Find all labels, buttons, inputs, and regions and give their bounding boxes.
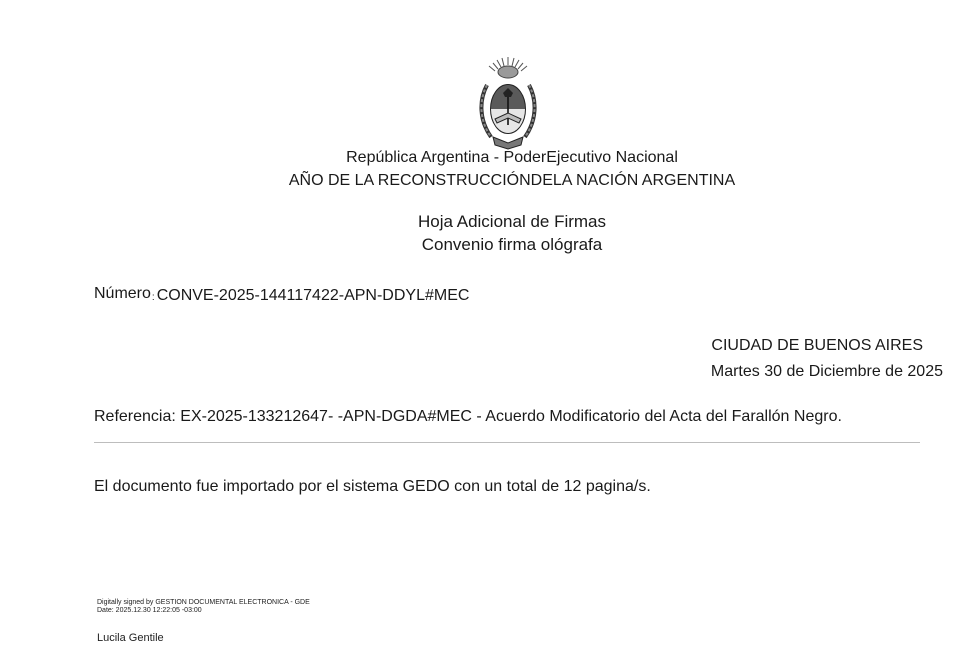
- numero-label: Número: [94, 285, 151, 302]
- document-number: [94, 284, 469, 308]
- header-year-motto: AÑO DE LA RECONSTRUCCIÓNDELA NACIÓN ARGENTINA: [288, 172, 736, 189]
- signer-name: Lucila Gentile: [97, 632, 164, 644]
- reference-line: Referencia: EX-2025-133212647- -APN-DGDA#MEC - Acuerdo Modificatorio del Acta del Farallón Negro.: [94, 408, 842, 425]
- document-title: Hoja Adicional de Firmas: [417, 212, 607, 231]
- numero-value: CONVE-2025-144117422-APN-DDYL#MEC: [156, 287, 470, 304]
- city: CIUDAD DE BUENOS AIRES: [711, 337, 923, 354]
- body-text: El documento fue importado por el sistema GEDO con un total de 12 pagina/s.: [94, 478, 651, 495]
- header-republic: República Argentina - PoderEjecutivo Nacional: [346, 149, 678, 166]
- document-date: Martes 30 de Diciembre de 2025: [710, 363, 943, 380]
- argentina-coat-of-arms-icon: [475, 55, 541, 151]
- divider: [94, 442, 920, 443]
- numero-colon: :: [151, 292, 155, 303]
- document-subtitle: Convenio firma ológrafa: [421, 235, 603, 254]
- digital-signature-block: [97, 599, 310, 615]
- signature-signed-by: Digitally signed by GESTION DOCUMENTAL ELECTRONICA - GDE: [97, 599, 310, 606]
- signature-date: Date: 2025.12.30 12:22:05 -03:00: [97, 607, 202, 614]
